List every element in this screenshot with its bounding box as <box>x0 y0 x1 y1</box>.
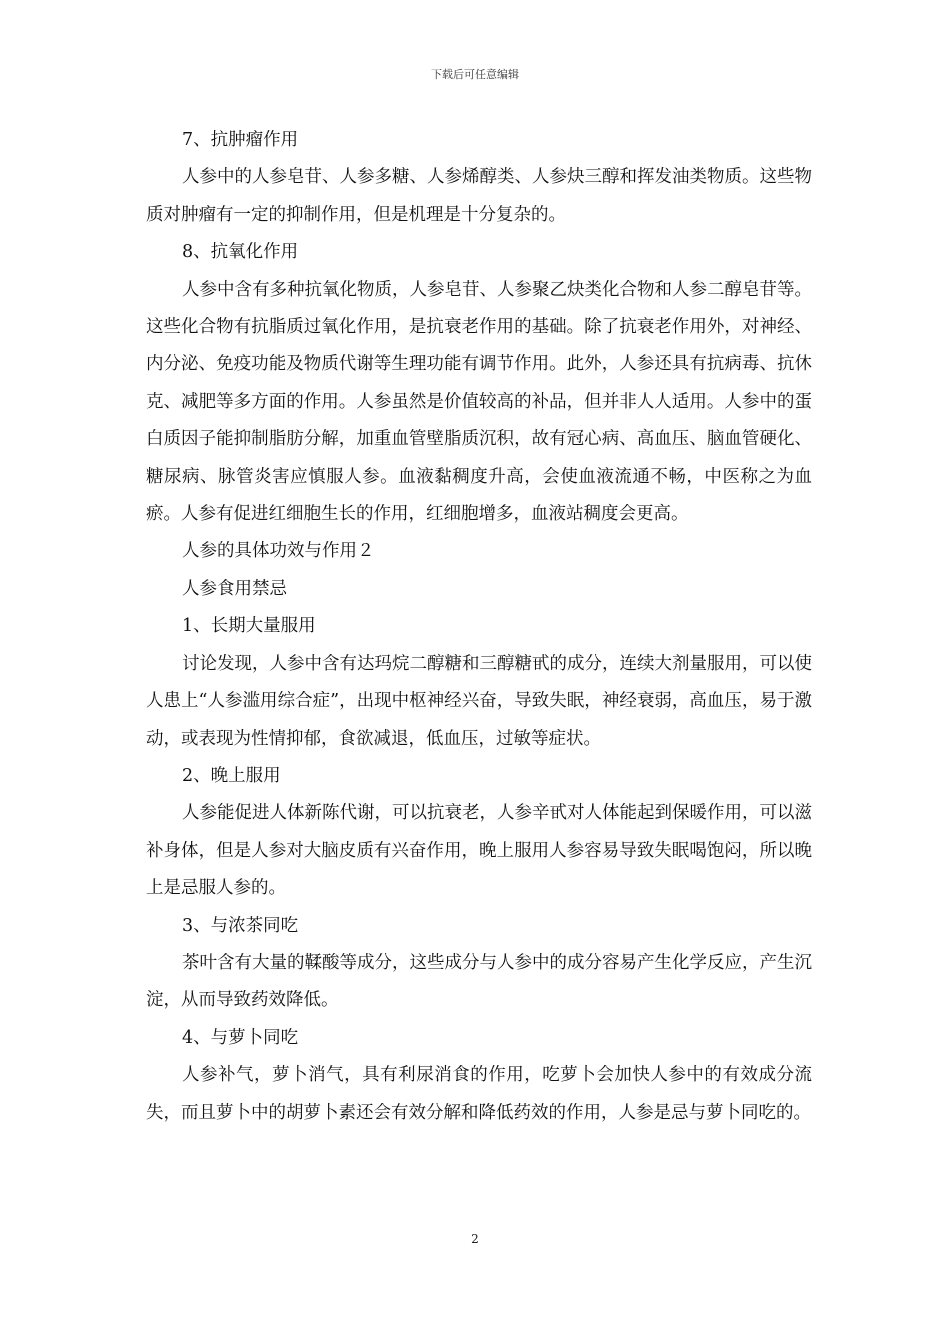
paragraph: 人参中的人参皂苷、人参多糖、人参烯醇类、人参炔三醇和挥发油类物质。这些物质对肿瘤有一定的抑制作用，但是机理是十分复杂的。 <box>146 167 812 225</box>
paragraph: 讨论发现，人参中含有达玛烷二醇糖和三醇糖甙的成分，连续大剂量服用，可以使人患上“人参滥用综合症”，出现中枢神经兴奋，导致失眠，神经衰弱，高血压，易于激动，或表现为性情抑郁，食欲减退，低血压，过敏等症状。 <box>146 653 812 749</box>
section-heading: 人参食用禁忌 <box>182 578 287 599</box>
paragraph: 人参补气，萝卜消气，具有利尿消食的作用，吃萝卜会加快人参中的有效成分流失，而且萝卜中的胡萝卜素还会有效分解和降低药效的作用，人参是忌与萝卜同吃的。 <box>146 1065 812 1123</box>
document-body <box>146 122 812 1132</box>
paragraph: 人参能促进人体新陈代谢，可以抗衰老，人参辛甙对人体能起到保暖作用，可以滋补身体，但是人参对大脑皮质有兴奋作用，晚上服用人参容易导致失眠喝饱闷，所以晚上是忌服人参的。 <box>146 803 812 899</box>
section-heading: 2、晚上服用 <box>182 765 281 786</box>
paragraph: 茶叶含有大量的鞣酸等成分，这些成分与人参中的成分容易产生化学反应，产生沉淀，从而导致药效降低。 <box>146 952 812 1011</box>
section-heading: 4、与萝卜同吃 <box>182 1027 299 1048</box>
section-heading: 人参的具体功效与作用２ <box>182 541 375 562</box>
section-heading: 1、长期大量服用 <box>182 616 316 637</box>
section-heading: 3、与浓茶同吃 <box>182 915 299 936</box>
page-number: 2 <box>471 1232 479 1246</box>
page-header: 下载后可任意编辑 <box>431 68 519 81</box>
paragraph: 人参中含有多种抗氧化物质，人参皂苷、人参聚乙炔类化合物和人参二醇皂苷等。这些化合物有抗脂质过氧化作用，是抗衰老作用的基础。除了抗衰老作用外，对神经、内分泌、免疫功能及物质代谢等生理功能有调节作用。此外，人参还具有抗病毒、抗休克、减肥等多方面的作用。人参虽然是价值较高的补品，但并非人人适用。人参中的蛋白质因子能抑制脂肪分解，加重血管壁脂质沉积，故有冠心病、高血压、脑血管硬化、糖尿病、脉管炎害应慎服人参。血液黏稠度升高，会使血液流通不畅，中医称之为血瘀。人参有促进红细胞生长的作用，红细胞增多，血液站稠度会更高。 <box>146 279 812 525</box>
section-heading: 7、抗肿瘤作用 <box>182 130 299 150</box>
section-heading: 8、抗氧化作用 <box>182 242 299 263</box>
